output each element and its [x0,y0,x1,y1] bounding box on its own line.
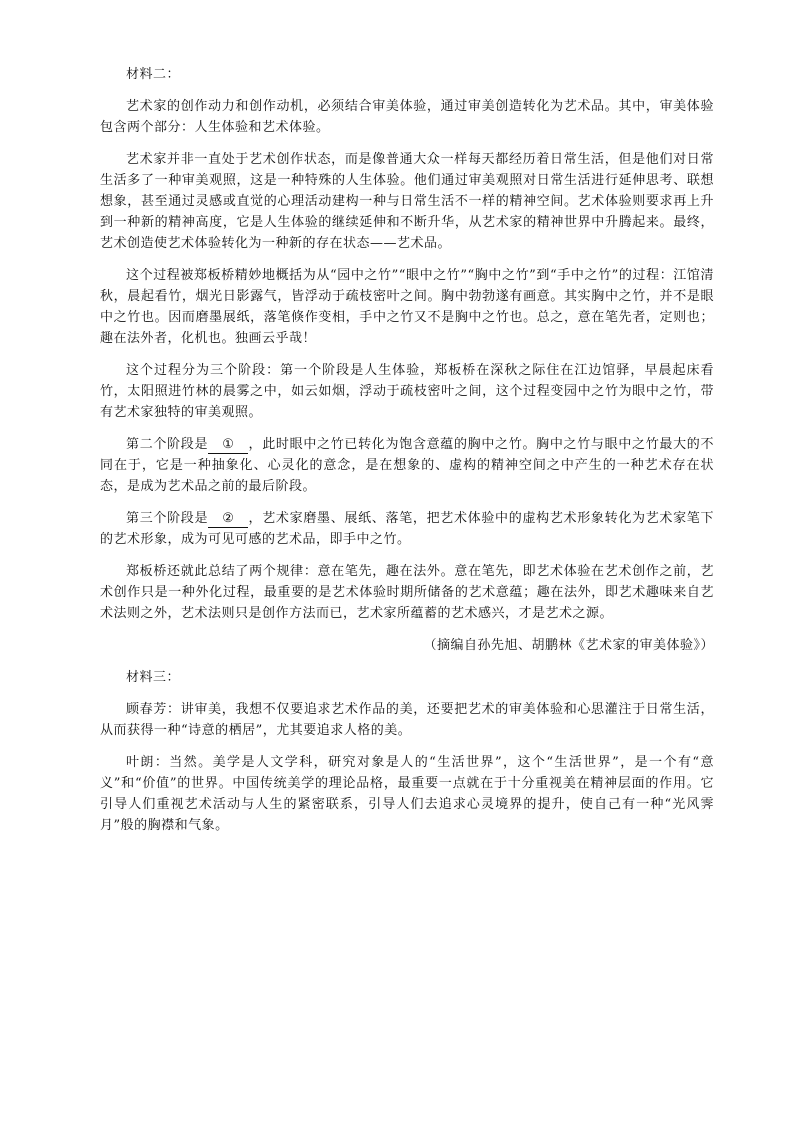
material-2-paragraph-6 [100,508,714,550]
material-2-paragraph-2: 艺术家并非一直处于艺术创作状态，而是像普通大众一样每天都经历着日常生活，但是他们对日常生活多了一种审美观照，这是一种特殊的人生体验。他们通过审美观照对日常生活进行延伸思考、联想想象，甚至通过灵感或直觉的心理活动建构一种与日常生活不一样的精神空间。艺术体验则要求再上升到一种新的精神高度，它是人生体验的继续延伸和不断升华，从艺术家的精神世界中升腾起来。最终，艺术创造使艺术体验转化为一种新的存在状态——艺术品。 [100,152,714,251]
paragraph-5-lead: 第二个阶段是 [126,437,209,452]
material-2-heading: 材料二： [126,67,181,82]
fill-blank-2: ② [208,511,248,528]
material-2-paragraph-7: 郑板桥还就此总结了两个规律：意在笔先，趣在法外。意在笔先，即艺术体验在艺术创作之前，艺术创作只是一种外化过程，最重要的是艺术体验时期所储备的艺术意蕴；趣在法外，即艺术趣味来自艺术法则之外，艺术法则只是创作方法而已，艺术家所蕴蓄的艺术感兴，才是艺术之源。 [100,564,714,621]
material-3-heading: 材料三： [126,670,181,685]
material-2-paragraph-4: 这个过程分为三个阶段：第一个阶段是人生体验，郑板桥在深秋之际住在江边馆驿，早晨起床看竹，太阳照进竹林的晨雾之中，如云如烟，浮动于疏枝密叶之间，这个过程变园中之竹为眼中之竹，带有艺术家独特的审美观照。 [100,363,714,420]
fill-blank-1: ① [208,437,248,454]
document-body [100,64,714,847]
paragraph-6-rest: ，艺术家磨墨、展纸、落笔，把艺术体验中的虚构艺术形象转化为艺术家笔下的艺术形象，成为可见可感的艺术品，即手中之竹。 [100,511,714,547]
material-2-paragraph-5 [100,434,714,497]
material-3-paragraph-2: 叶朗：当然。美学是人文学科，研究对象是人的“生活世界”，这个“生活世界”，是一个有“意义”和“价值”的世界。中国传统美学的理论品格，最重要一点就在于十分重视美在精神层面的作用。它引导人们重视艺术活动与人生的紧密联系，引导人们去追求心灵境界的提升，使自己有一种“光风霁月”般的胸襟和气象。 [100,755,714,833]
paragraph-6-lead: 第三个阶段是 [126,511,209,526]
paragraph-5-rest: ，此时眼中之竹已转化为饱含意蕴的胸中之竹。胸中之竹与眼中之竹最大的不同在于，它是一种抽象化、心灵化的意念，是在想象的、虚构的精神空间之中产生的一种艺术存在状态，是成为艺术品之前的最后阶段。 [100,437,714,494]
material-3-paragraph-1: 顾春芳：讲审美，我想不仅要追求艺术作品的美，还要把艺术的审美体验和心思灌注于日常生活，从而获得一种“诗意的栖居”，尤其要追求人格的美。 [100,702,714,738]
material-2-source: （摘编自孙先旭、胡鹏林《艺术家的审美体验》） [423,638,714,653]
material-2-paragraph-3: 这个过程被郑板桥精妙地概括为从“园中之竹”“眼中之竹”“胸中之竹”到“手中之竹”的过程：江馆清秋，晨起看竹，烟光日影露气，皆浮动于疏枝密叶之间。胸中勃勃遂有画意。其实胸中之竹，并不是眼中之竹也。因而磨墨展纸，落笔倏作变相，手中之竹又不是胸中之竹也。总之，意在笔先者，定则也；趣在法外者，化机也。独画云乎哉！ [100,268,714,346]
material-2-paragraph-1: 艺术家的创作动力和创作动机，必须结合审美体验，通过审美创造转化为艺术品。其中，审美体验包含两个部分：人生体验和艺术体验。 [100,99,714,135]
